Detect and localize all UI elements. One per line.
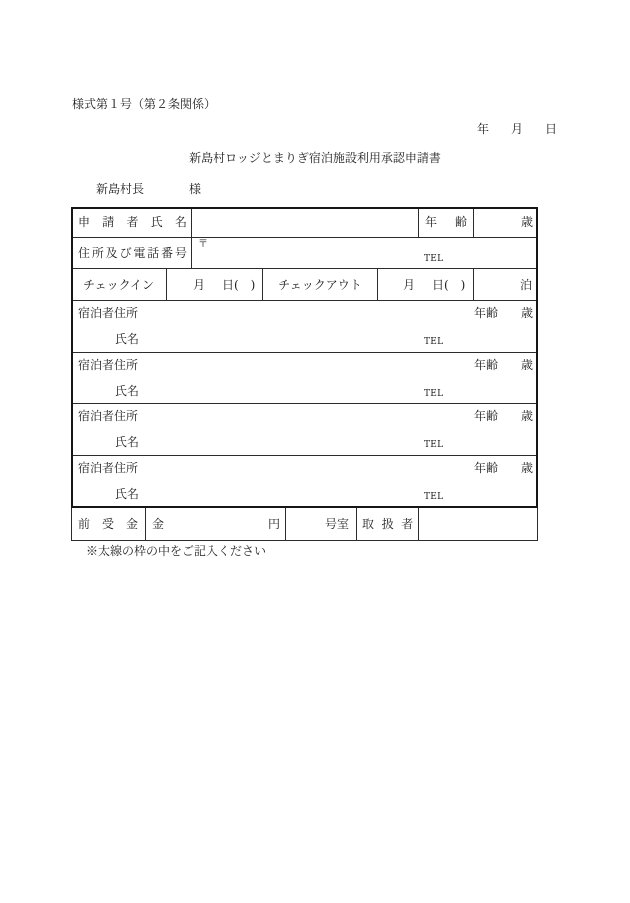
nights-unit: 泊 bbox=[519, 278, 532, 292]
guest-address-label: 宿泊者住所 bbox=[78, 306, 139, 320]
guest-address-label: 宿泊者住所 bbox=[78, 409, 139, 423]
guest-row bbox=[71, 301, 538, 353]
guest-age-unit: 歳 bbox=[520, 461, 533, 475]
tel-label: TEL bbox=[424, 254, 444, 264]
guest-age-unit: 歳 bbox=[520, 409, 533, 423]
amount-unit: 円 bbox=[268, 517, 281, 531]
postal-mark: 〒 bbox=[198, 239, 208, 250]
applicant-age-entry-cell bbox=[473, 207, 538, 237]
applicant-age-label: 年 齢 bbox=[425, 215, 467, 229]
guest-tel-label: TEL bbox=[424, 337, 444, 347]
checkout-month-label: 月 bbox=[403, 278, 416, 292]
applicant-row bbox=[71, 207, 538, 238]
checkout-date-cell bbox=[377, 269, 473, 300]
guest-row bbox=[71, 404, 538, 456]
guest-age-label: 年齢 bbox=[474, 409, 499, 423]
guest-age-label: 年齢 bbox=[474, 461, 499, 475]
room-number-cell bbox=[285, 508, 356, 540]
date-year-label: 年 bbox=[477, 122, 490, 136]
contact-label-cell bbox=[71, 238, 191, 268]
advance-payment-label: 前 受 金 bbox=[78, 517, 139, 531]
guest-name-label: 氏名 bbox=[115, 332, 140, 346]
nights-cell bbox=[473, 269, 538, 300]
contact-label: 住所及び電話番号 bbox=[78, 246, 187, 260]
handler-label-cell bbox=[356, 508, 418, 540]
guest-name-label: 氏名 bbox=[115, 384, 140, 398]
checkout-day-label: 日( ) bbox=[432, 278, 466, 292]
addressee-honorific: 様 bbox=[189, 182, 202, 196]
applicant-age-label-cell bbox=[418, 207, 473, 237]
room-unit: 号室 bbox=[324, 517, 349, 531]
checkout-label: チェックアウト bbox=[278, 278, 362, 292]
checkout-label-cell bbox=[262, 269, 377, 300]
handler-entry-cell bbox=[418, 508, 537, 540]
amount-cell bbox=[145, 508, 285, 540]
instruction-note: ※太線の枠の中をご記入ください bbox=[86, 544, 267, 558]
date-month-label: 月 bbox=[511, 122, 524, 136]
addressee-name: 新島村長 bbox=[96, 182, 145, 196]
form-number: 様式第１号（第２条関係） bbox=[72, 97, 217, 111]
checkin-day-label: 日( ) bbox=[222, 278, 256, 292]
guest-row bbox=[71, 353, 538, 404]
office-use-row bbox=[71, 508, 538, 541]
guest-age-unit: 歳 bbox=[520, 306, 533, 320]
checkin-label: チェックイン bbox=[82, 278, 155, 292]
guest-address-label: 宿泊者住所 bbox=[78, 461, 139, 475]
guest-age-label: 年齢 bbox=[474, 306, 499, 320]
applicant-name-label: 申 請 者 氏 名 bbox=[78, 215, 187, 229]
document-title: 新島村ロッジとまりぎ宿泊施設利用承認申請書 bbox=[189, 151, 441, 165]
checkin-label-cell bbox=[71, 269, 166, 300]
guest-address-label: 宿泊者住所 bbox=[78, 358, 139, 372]
date-day-label: 日 bbox=[545, 122, 558, 136]
contact-entry-cell bbox=[191, 238, 538, 268]
guest-tel-label: TEL bbox=[424, 389, 444, 399]
applicant-name-entry-cell bbox=[191, 207, 418, 237]
guest-tel-label: TEL bbox=[424, 440, 444, 450]
checkin-date-cell bbox=[166, 269, 262, 300]
applicant-name-label-cell bbox=[71, 207, 191, 237]
guest-age-unit: 歳 bbox=[520, 358, 533, 372]
checkin-month-label: 月 bbox=[193, 278, 206, 292]
guest-name-label: 氏名 bbox=[115, 487, 140, 501]
amount-prefix: 金 bbox=[152, 517, 165, 531]
contact-row bbox=[71, 238, 538, 269]
guest-age-label: 年齢 bbox=[474, 358, 499, 372]
guest-tel-label: TEL bbox=[424, 492, 444, 502]
applicant-age-unit: 歳 bbox=[520, 215, 533, 229]
guest-row bbox=[71, 456, 538, 508]
guest-name-label: 氏名 bbox=[115, 435, 140, 449]
handler-label: 取 扱 者 bbox=[362, 517, 412, 531]
stay-dates-row bbox=[71, 269, 538, 301]
advance-payment-label-cell bbox=[72, 508, 145, 540]
